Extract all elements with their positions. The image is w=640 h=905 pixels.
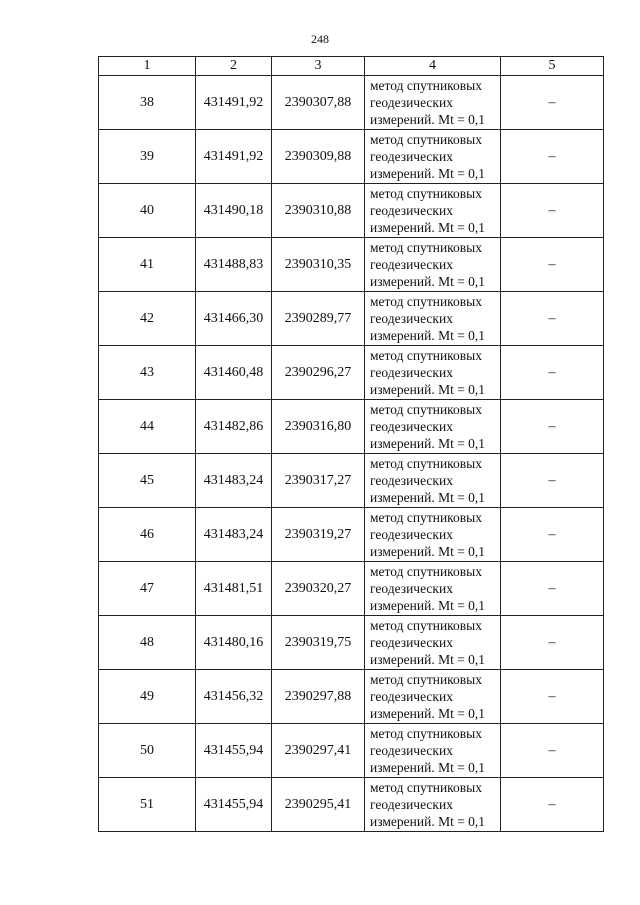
method-line: геодезических [370,797,453,812]
method-line: измерений. Mt = 0,1 [370,490,486,505]
method-line: измерений. Mt = 0,1 [370,814,486,829]
table-row [99,76,604,130]
table-row [99,400,604,454]
point-number-cell: 41 [99,238,196,292]
method-cell [365,238,501,292]
method-line: измерений. Mt = 0,1 [370,220,486,235]
table-row [99,724,604,778]
x-coordinate-cell: 431491,92 [196,130,272,184]
y-coordinate-cell: 2390297,88 [272,670,365,724]
method-cell [365,508,501,562]
method-cell [365,346,501,400]
note-cell: – [501,130,604,184]
header-col-2: 2 [196,57,272,76]
method-line: геодезических [370,743,453,758]
x-coordinate-cell: 431491,92 [196,76,272,130]
y-coordinate-cell: 2390309,88 [272,130,365,184]
method-line: геодезических [370,311,453,326]
table-body [99,76,604,832]
note-cell: – [501,670,604,724]
method-line: геодезических [370,689,453,704]
method-line: метод спутниковых [370,240,482,255]
point-number-cell: 40 [99,184,196,238]
point-number-cell: 43 [99,346,196,400]
method-line: метод спутниковых [370,564,482,579]
y-coordinate-cell: 2390295,41 [272,778,365,832]
method-line: метод спутниковых [370,510,482,525]
x-coordinate-cell: 431480,16 [196,616,272,670]
y-coordinate-cell: 2390317,27 [272,454,365,508]
method-line: метод спутниковых [370,348,482,363]
method-line: геодезических [370,419,453,434]
point-number-cell: 50 [99,724,196,778]
method-line: метод спутниковых [370,186,482,201]
point-number-cell: 48 [99,616,196,670]
method-line: метод спутниковых [370,294,482,309]
x-coordinate-cell: 431455,94 [196,724,272,778]
table-row [99,238,604,292]
method-line: метод спутниковых [370,780,482,795]
method-line: измерений. Mt = 0,1 [370,706,486,721]
method-line: метод спутниковых [370,618,482,633]
y-coordinate-cell: 2390297,41 [272,724,365,778]
table-row [99,346,604,400]
note-cell: – [501,562,604,616]
method-cell [365,292,501,346]
method-line: геодезических [370,257,453,272]
x-coordinate-cell: 431460,48 [196,346,272,400]
method-line: метод спутниковых [370,78,482,93]
x-coordinate-cell: 431483,24 [196,454,272,508]
table-header [99,57,604,76]
method-cell [365,130,501,184]
y-coordinate-cell: 2390289,77 [272,292,365,346]
method-cell [365,616,501,670]
point-number-cell: 42 [99,292,196,346]
point-number-cell: 49 [99,670,196,724]
method-line: геодезических [370,581,453,596]
y-coordinate-cell: 2390319,27 [272,508,365,562]
y-coordinate-cell: 2390320,27 [272,562,365,616]
y-coordinate-cell: 2390316,80 [272,400,365,454]
table-row [99,778,604,832]
note-cell: – [501,724,604,778]
method-cell [365,454,501,508]
coordinates-table [98,56,604,832]
method-line: измерений. Mt = 0,1 [370,598,486,613]
note-cell: – [501,454,604,508]
method-line: геодезических [370,527,453,542]
header-col-5: 5 [501,57,604,76]
header-row [99,57,604,76]
point-number-cell: 38 [99,76,196,130]
x-coordinate-cell: 431483,24 [196,508,272,562]
method-line: метод спутниковых [370,402,482,417]
table-row [99,184,604,238]
method-line: геодезических [370,149,453,164]
table-row [99,616,604,670]
point-number-cell: 51 [99,778,196,832]
method-line: измерений. Mt = 0,1 [370,760,486,775]
header-col-3: 3 [272,57,365,76]
note-cell: – [501,76,604,130]
method-line: метод спутниковых [370,456,482,471]
method-line: метод спутниковых [370,132,482,147]
x-coordinate-cell: 431481,51 [196,562,272,616]
y-coordinate-cell: 2390310,35 [272,238,365,292]
table-row [99,562,604,616]
header-col-4: 4 [365,57,501,76]
method-line: измерений. Mt = 0,1 [370,112,486,127]
x-coordinate-cell: 431466,30 [196,292,272,346]
method-line: метод спутниковых [370,726,482,741]
page-number: 248 [311,32,329,46]
method-line: геодезических [370,365,453,380]
y-coordinate-cell: 2390319,75 [272,616,365,670]
point-number-cell: 47 [99,562,196,616]
point-number-cell: 39 [99,130,196,184]
point-number-cell: 44 [99,400,196,454]
note-cell: – [501,238,604,292]
y-coordinate-cell: 2390296,27 [272,346,365,400]
table-row [99,508,604,562]
method-cell [365,670,501,724]
method-cell [365,724,501,778]
method-cell [365,400,501,454]
note-cell: – [501,184,604,238]
note-cell: – [501,346,604,400]
y-coordinate-cell: 2390310,88 [272,184,365,238]
method-cell [365,778,501,832]
point-number-cell: 45 [99,454,196,508]
y-coordinate-cell: 2390307,88 [272,76,365,130]
method-line: геодезических [370,473,453,488]
note-cell: – [501,508,604,562]
method-line: измерений. Mt = 0,1 [370,328,486,343]
x-coordinate-cell: 431488,83 [196,238,272,292]
method-cell [365,562,501,616]
table-row [99,130,604,184]
method-line: измерений. Mt = 0,1 [370,166,486,181]
method-line: измерений. Mt = 0,1 [370,436,486,451]
method-line: измерений. Mt = 0,1 [370,382,486,397]
method-line: измерений. Mt = 0,1 [370,652,486,667]
x-coordinate-cell: 431456,32 [196,670,272,724]
point-number-cell: 46 [99,508,196,562]
note-cell: – [501,292,604,346]
note-cell: – [501,778,604,832]
note-cell: – [501,400,604,454]
table-row [99,292,604,346]
method-line: метод спутниковых [370,672,482,687]
table-row [99,454,604,508]
method-line: геодезических [370,95,453,110]
method-line: измерений. Mt = 0,1 [370,544,486,559]
x-coordinate-cell: 431455,94 [196,778,272,832]
method-cell [365,76,501,130]
method-cell [365,184,501,238]
x-coordinate-cell: 431490,18 [196,184,272,238]
header-col-1: 1 [99,57,196,76]
note-cell: – [501,616,604,670]
method-line: измерений. Mt = 0,1 [370,274,486,289]
x-coordinate-cell: 431482,86 [196,400,272,454]
table-row [99,670,604,724]
method-line: геодезических [370,203,453,218]
method-line: геодезических [370,635,453,650]
